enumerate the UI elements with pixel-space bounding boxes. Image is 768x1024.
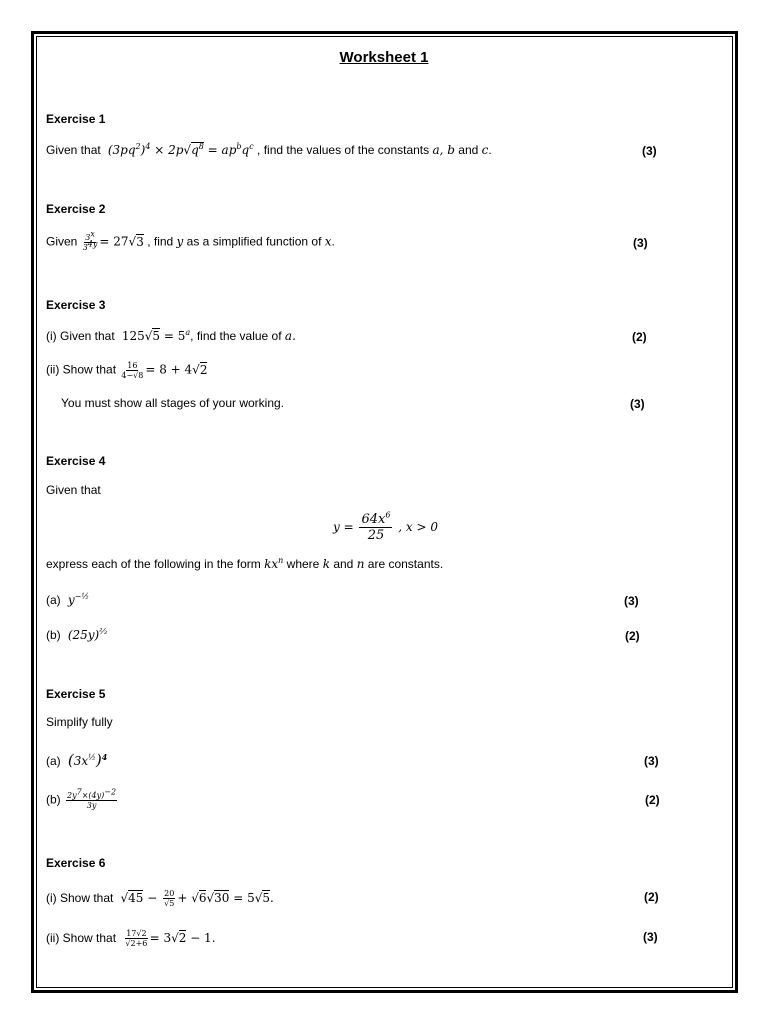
ex1-pre: Given that [46,143,101,157]
ex3-i-pre: (i) Given that [46,329,115,343]
exercise-5-heading: Exercise 5 [46,687,106,701]
ex3-ii-rhs: = 8 + 4√2 [145,362,208,377]
ex5-b-label: (b) [46,792,61,807]
ex6-ii-expr: $\frac{17√2}{√2+6}$ = 3√2 − 1. [125,929,216,948]
ex1-c: c [481,143,489,157]
ex2-fraction: $\frac{3^x}{3^{4y}}$ [82,229,98,252]
ex1-dot: . [488,143,492,157]
ex3-ii-marks: (3) [630,397,645,411]
ex4-b-marks: (2) [625,629,640,643]
exercise-3-heading: Exercise 3 [46,298,106,312]
ex4-are: are constants. [367,557,444,571]
ex5-simplify: Simplify fully [46,715,113,729]
ex4-express-text: express each of the following in the form [46,557,261,571]
ex3-i-post: , find the value of [190,329,282,343]
ex5-part-a [46,753,107,768]
exercise-4-heading: Exercise 4 [46,454,106,468]
ex5-b-marks: (2) [645,793,660,807]
ex4-equation: y = $\frac{64x^6}{25}$ , x > 0 [333,510,438,543]
ex4-b-label: (b) [46,628,61,642]
ex4-kxn: $kx^n$ [264,556,284,571]
ex4-part-b [46,628,107,642]
ex1-and: and [458,143,479,157]
ex3-i-marks: (2) [632,330,647,344]
ex2-post: , find [147,234,174,249]
ex1-ab: a, b [432,143,455,157]
ex6-i-pre: (i) Show that [46,891,114,905]
ex2-dot: . [331,234,335,249]
ex3-a: a. [284,329,296,343]
ex5-a-marks: (3) [644,754,659,768]
ex3-ii-pre: (ii) Show that [46,362,117,377]
ex5-a-expr: $(3x^{\frac{1}{2}})^4$ [67,751,108,769]
ex4-express [46,557,443,571]
worksheet-title: Worksheet 1 [339,49,429,66]
exercise-1-text [46,143,492,157]
ex5-a-label: (a) [46,754,61,768]
ex4-k: k [322,557,330,571]
ex4-where: where [286,557,320,571]
exercise-1-heading: Exercise 1 [46,112,106,126]
ex4-n: n [356,557,365,571]
ex1-marks: (3) [642,144,657,158]
ex4-a-marks: (3) [624,594,639,608]
exercise-2-heading: Exercise 2 [46,202,106,216]
ex4-and: and [333,557,354,571]
ex2-rhs: = 27√3 [99,234,144,249]
ex4-a-label: (a) [46,593,61,607]
exercise-2-text [46,229,335,252]
ex6-part-ii [46,929,216,948]
ex5-part-b [46,787,119,810]
ex4-a-expr: $y^{-\frac{1}{2}}$ [64,592,90,607]
ex6-part-i [46,889,274,908]
ex4-given: Given that [46,483,101,497]
ex4-b-expr: $(25y)^{\frac{2}{3}}$ [64,627,108,642]
ex4-part-a [46,593,89,607]
ex1-equation: $(3pq^2)^4 \times 2p√q^8 = ap^bq^c$ [104,142,254,157]
ex2-y: y [176,234,184,249]
ex2-x: x [324,234,332,249]
ex2-pre: Given [46,234,78,249]
ex6-ii-pre: (ii) Show that [46,931,117,945]
ex5-b-fraction: $\frac{2y^7\times(4y)^{-2}}{3y}$ [67,787,117,810]
ex3-ii-fraction: $\frac{16}{4-√8}$ [121,361,144,380]
exercise-3-part-i [46,329,296,343]
ex6-i-marks: (2) [644,890,659,904]
ex6-i-expr: √45 − $\frac{20}{√5}$ + √6√30 = 5√5. [116,889,274,908]
ex2-marks: (3) [633,236,648,250]
ex3-working-note: You must show all stages of your working. [61,396,285,410]
ex2-mid: as a simplified function of [186,234,322,249]
exercise-3-part-ii [46,361,207,380]
ex1-post: , find the values of the constants [257,143,430,157]
exercise-6-heading: Exercise 6 [46,856,106,870]
ex6-ii-marks: (3) [643,930,658,944]
ex3-i-equation: $125√5 = 5^a$ [118,328,191,343]
